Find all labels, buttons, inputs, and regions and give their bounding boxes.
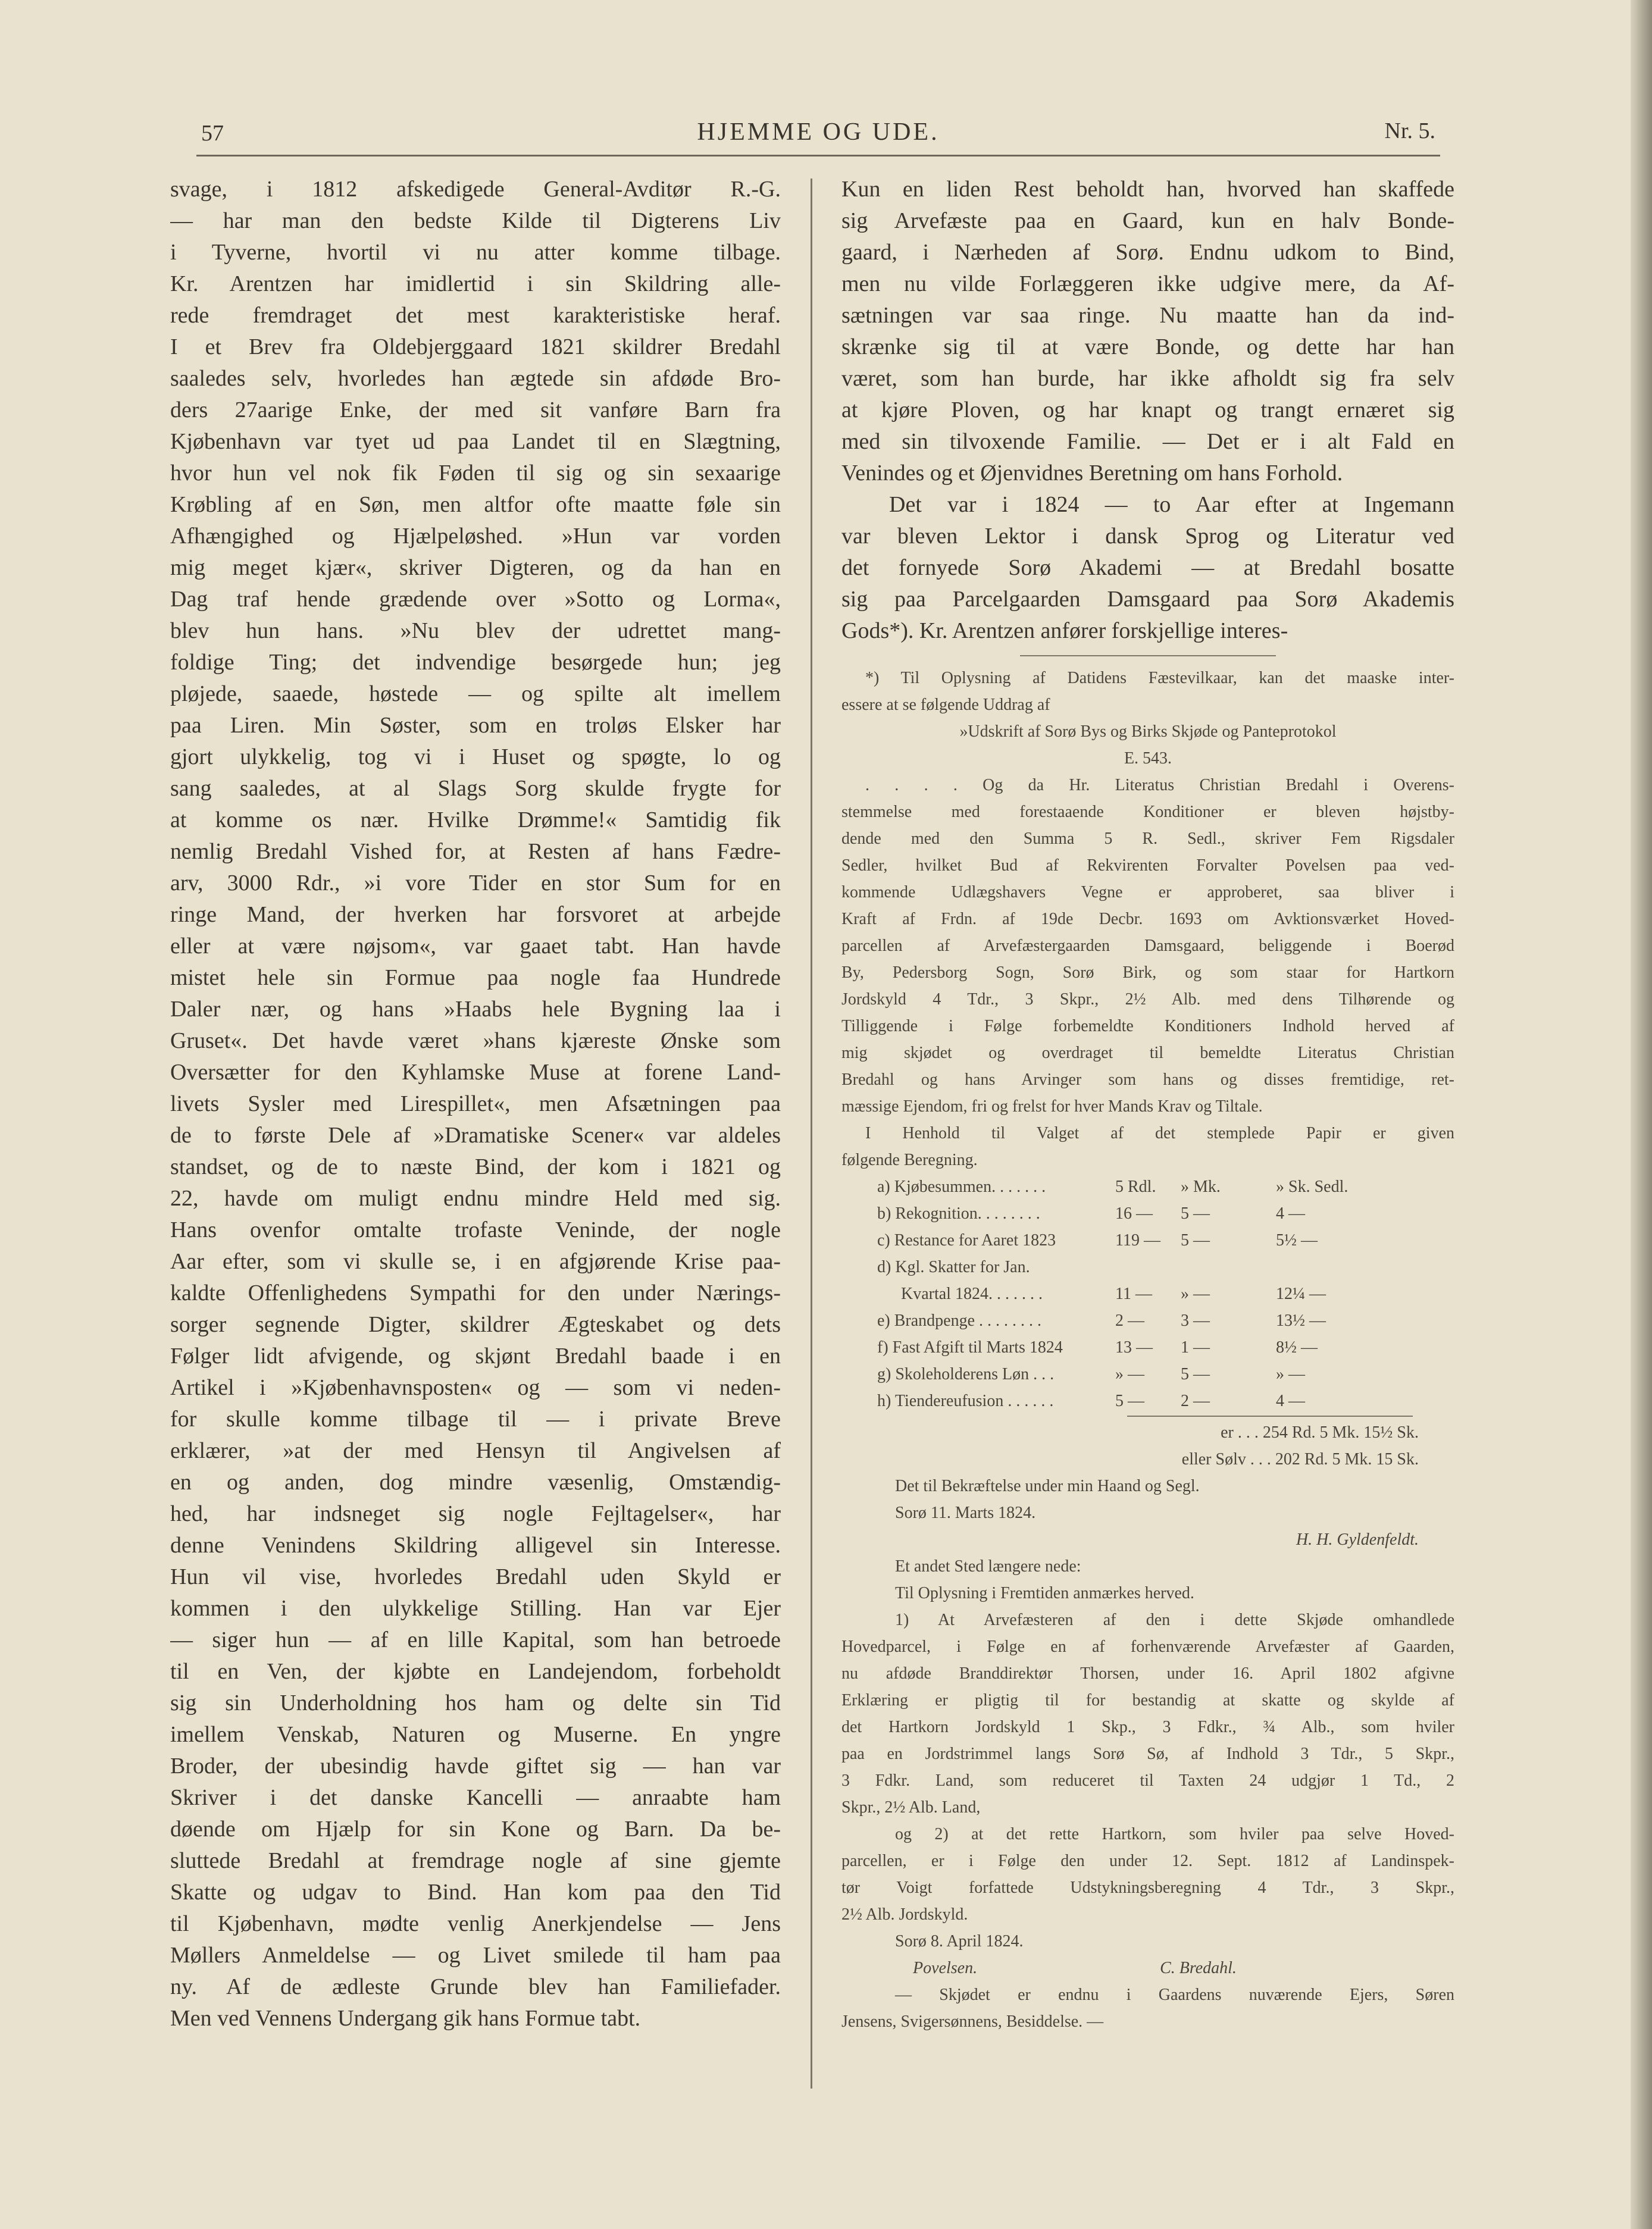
footnote-line: . . . . Og da Hr. Literatus Christian Bredahl i Overens- (865, 776, 1454, 794)
account-row (841, 1173, 1454, 1200)
account-rigsdaler: 5 Rdl. (1115, 1178, 1156, 1196)
account-row (841, 1200, 1454, 1227)
left-text-line: mig meget kjær«, skriver Digteren, og da han en (170, 555, 781, 580)
left-text-line: rede fremdraget det mest karakteristiske heraf. (170, 303, 781, 328)
footnote-line: Jensens, Svigersønnens, Besiddelse. — (841, 2012, 1104, 2031)
left-text-line: Daler nær, og hans »Haabs hele Bygning laa i (170, 997, 781, 1022)
left-text-line: — siger hun — af en lille Kapital, som han betroede (170, 1627, 781, 1652)
account-mark: 2 — (1181, 1392, 1210, 1410)
left-text-line: denne Venindens Skildring alligevel sin Interesse. (170, 1533, 781, 1558)
left-text-line: sorger segnende Digter, skildrer Ægteskabet og dets (170, 1312, 781, 1337)
right-text-line: Gods*). Kr. Arentzen anfører forskjellige interes- (841, 618, 1288, 643)
footnote-line: Sedler, hvilket Bud af Rekvirenten Forvalter Povelsen paa ved- (841, 856, 1454, 875)
footnote-line: kommende Udlægshavers Vegne er approberet, saa bliver i (841, 883, 1454, 901)
left-text-line: Dag traf hende grædende over »Sotto og Lorma«, (170, 587, 781, 612)
footnote-line: 3 Fdkr. Land, som reduceret til Taxten 24 udgjør 1 Td., 2 (841, 1771, 1454, 1790)
footnote-line: Kraft af Frdn. af 19de Decbr. 1693 om Avktionsværket Hoved- (841, 910, 1454, 928)
right-text-line: sætningen var saa ringe. Nu maatte han da ind- (841, 303, 1454, 328)
left-text-line: Kjøbenhavn var tyet ud paa Landet til en Slægtning, (170, 429, 781, 454)
account-skilling: 5½ — (1276, 1231, 1318, 1250)
account-mark: 5 — (1181, 1204, 1210, 1223)
footnote-line: I Henhold til Valget af det stemplede Papir er given (865, 1124, 1454, 1142)
footnote-line: 1) At Arvefæsteren af den i dette Skjøde omhandlede (895, 1611, 1454, 1629)
footnote-line: Bredahl og hans Arvinger som hans og disses fremtidige, ret- (841, 1070, 1454, 1089)
account-skilling: 12¼ — (1276, 1285, 1326, 1303)
page-header (196, 113, 1440, 156)
right-text-line: været, som han burde, har ikke afholdt sig fra selv (841, 366, 1454, 391)
footnote-later-note (841, 1553, 1454, 1955)
account-rigsdaler: 119 — (1115, 1231, 1160, 1250)
footnote-line: parcellen af Arvefæstergaarden Damsgaard, beliggende i Boerød (841, 937, 1454, 955)
right-text-line: at kjøre Ploven, og har knapt og trangt ernæret sig (841, 397, 1454, 422)
footnote-line: parcellen, er i Følge den under 12. Sept. 1812 af Landinspek- (841, 1852, 1454, 1870)
signature-row (841, 1955, 1454, 1981)
account-skilling: 4 — (1276, 1204, 1305, 1223)
left-text-line: pløjede, saaede, høstede — og spilte alt imellem (170, 681, 781, 706)
left-text-line: imellem Venskab, Naturen og Muserne. En yngre (170, 1722, 781, 1747)
footnote-line: stemmelse med forestaaende Konditioner er bleven højstby- (841, 803, 1454, 821)
left-text-line: Kr. Arentzen har imidlertid i sin Skildring alle- (170, 271, 781, 296)
footnote-line: tør Voigt forfattede Udstykningsberegning 4 Tdr., 3 Skpr., (841, 1879, 1454, 1897)
right-text-line: med sin tilvoxende Familie. — Det er i alt Fald en (841, 429, 1454, 454)
left-text-line: Broder, der ubesindig havde giftet sig — han var (170, 1754, 781, 1779)
footnote-line: *) Til Oplysning af Datidens Fæstevilkaar, kan det maaske inter- (865, 669, 1454, 687)
left-text-line: Artikel i »Kjøbenhavnsposten« og — som vi neden- (170, 1375, 781, 1400)
account-skilling: 8½ — (1276, 1338, 1318, 1357)
account-row (841, 1227, 1454, 1254)
left-text-line: hvor hun vel nok fik Føden til sig og sin sexaarige (170, 461, 781, 486)
right-column-body (841, 174, 1454, 647)
right-text-line: gaard, i Nærheden af Sorø. Endnu udkom to Bind, (841, 240, 1454, 265)
footnote-line: Tilliggende i Følge forbemeldte Konditioners Indhold herved af (841, 1017, 1454, 1035)
account-rigsdaler: » — (1115, 1365, 1144, 1383)
left-text-line: — har man den bedste Kilde til Digterens Liv (170, 208, 781, 233)
account-label: Kvartal 1824. . . . . . . (901, 1285, 1043, 1303)
account-label: g) Skoleholderens Løn . . . (877, 1365, 1055, 1383)
left-text-line: Hans ovenfor omtalte trofaste Veninde, der nogle (170, 1217, 781, 1242)
right-column (841, 174, 1454, 2137)
footnote-line: 2½ Alb. Jordskyld. (841, 1905, 968, 1924)
left-text-line: I et Brev fra Oldebjerggaard 1821 skildrer Bredahl (170, 334, 781, 359)
confirmation-line: Det til Bekræftelse under min Haand og Segl. (895, 1477, 1200, 1495)
left-text-line: eller at være nøjsom«, var gaaet tabt. Han havde (170, 934, 781, 959)
footnote-line: »Udskrift af Sorø Bys og Birks Skjøde og Panteprotokol (959, 722, 1337, 741)
left-text-line: ringe Mand, der hverken har forsvoret at arbejde (170, 902, 781, 927)
left-text-line: 22, havde om muligt endnu mindre Held med sig. (170, 1186, 781, 1211)
account-rigsdaler: 2 — (1115, 1311, 1144, 1330)
account-skilling: » Sk. Sedl. (1276, 1178, 1348, 1196)
footnote-line: E. 543. (1124, 749, 1172, 768)
left-text-line: Afhængighed og Hjælpeløshed. »Hun var vorden (170, 524, 781, 549)
left-text-line: at komme os nær. Hvilke Drømme!« Samtidig fik (170, 807, 781, 832)
account-mark: 5 — (1181, 1231, 1210, 1250)
footnote-line: mig skjødet og overdraget til bemeldte Literatus Christian (841, 1044, 1454, 1062)
left-text-line: kaldte Offenlighedens Sympathi for den under Nærings- (170, 1281, 781, 1306)
right-text-line: men nu vilde Forlæggeren ikke udgive mere, da Af- (841, 271, 1454, 296)
footnote-line: nu afdøde Branddirektør Thorsen, under 16. April 1802 afgivne (841, 1664, 1454, 1683)
account-rigsdaler: 11 — (1115, 1285, 1152, 1303)
account-label: f) Fast Afgift til Marts 1824 (877, 1338, 1063, 1357)
account-rigsdaler: 13 — (1115, 1338, 1153, 1357)
footnote-line: og 2) at det rette Hartkorn, som hviler paa selve Hoved- (895, 1825, 1454, 1843)
page-number: 57 (201, 121, 224, 146)
right-text-line: Venindes og et Øjenvidnes Beretning om hans Forhold. (841, 461, 1343, 486)
column-divider (811, 179, 812, 2089)
account-skilling: 4 — (1276, 1392, 1305, 1410)
account-row (841, 1388, 1454, 1414)
account-skilling: » — (1276, 1365, 1305, 1383)
left-text-line: foldige Ting; det indvendige besørgede hun; jeg (170, 650, 781, 675)
left-text-line: ders 27aarige Enke, der med sit vanføre Barn fra (170, 397, 781, 422)
publication-title: HJEMME OG UDE. (697, 118, 940, 146)
left-text-line: døende om Hjælp for sin Kone og Barn. Da be- (170, 1817, 781, 1842)
account-row (841, 1281, 1454, 1307)
right-text-line: Det var i 1824 — to Aar efter at Ingemann (889, 492, 1454, 517)
account-label: h) Tiendereufusion . . . . . . (877, 1392, 1054, 1410)
left-text-line: Gruset«. Det havde været »hans kjæreste Ønske som (170, 1028, 781, 1053)
account-rigsdaler (1115, 1254, 1181, 1281)
right-text-line: sig paa Parcelgaarden Damsgaard paa Sorø Akademis (841, 587, 1454, 612)
account-mark: 5 — (1181, 1365, 1210, 1383)
account-label: b) Rekognition. . . . . . . . (877, 1204, 1040, 1223)
footnote-line: — Skjødet er endnu i Gaardens nuværende Ejers, Søren (895, 1986, 1454, 2004)
footnote-line: Jordskyld 4 Tdr., 3 Skpr., 2½ Alb. med dens Tilhørende og (841, 990, 1454, 1009)
footnote-line: Et andet Sted længere nede: (895, 1557, 1081, 1576)
left-text-line: Følger lidt afvigende, og skjønt Bredahl baade i en (170, 1344, 781, 1369)
left-text-line: Skatte og udgav to Bind. Han kom paa den Tid (170, 1880, 781, 1905)
left-text-line: i Tyverne, hvortil vi nu atter komme tilbage. (170, 240, 781, 265)
left-text-line: Hun vil vise, hvorledes Bredahl uden Skyld er (170, 1564, 781, 1589)
right-text-line: var bleven Lektor i dansk Sprog og Literatur ved (841, 524, 1454, 549)
footnote-closing (841, 1981, 1454, 2035)
account-table (841, 1173, 1454, 1414)
account-row (841, 1307, 1454, 1334)
account-mark: 1 — (1181, 1338, 1210, 1357)
account-row (841, 1334, 1454, 1361)
issue-number: Nr. 5. (1384, 118, 1435, 143)
right-text-line: sig Arvefæste paa en Gaard, kun en halv Bonde- (841, 208, 1454, 233)
account-label: a) Kjøbesummen. . . . . . . (877, 1178, 1046, 1196)
left-text-line: svage, i 1812 afskedigede General-Avditør R.-G. (170, 177, 781, 202)
total-solv: eller Sølv . . . 202 Rd. 5 Mk. 15 Sk. (1181, 1450, 1419, 1469)
right-text-line: Kun en liden Rest beholdt han, hvorved han skaffede (841, 177, 1454, 202)
account-skilling: 13½ — (1276, 1311, 1326, 1330)
footnote-line: det Hartkorn Jordskyld 1 Skp., 3 Fdkr., ¾ Alb., som hviler (841, 1718, 1454, 1736)
left-text-line: standset, og de to næste Bind, der kom i 1821 og (170, 1154, 781, 1179)
left-text-line: mistet hele sin Formue paa nogle faa Hundrede (170, 965, 781, 990)
footnote-line: Til Oplysning i Fremtiden anmærkes herved. (895, 1584, 1194, 1602)
left-text-line: en og anden, dog mindre væsenlig, Omstændig- (170, 1470, 781, 1495)
footnote-line: Sorø 8. April 1824. (895, 1932, 1024, 1951)
account-label: e) Brandpenge . . . . . . . . (877, 1311, 1042, 1330)
footnote-line: mæssige Ejendom, fri og frelst for hver Mands Krav og Tiltale. (841, 1097, 1263, 1116)
left-text-line: for skulle komme tilbage til — i private Breve (170, 1407, 781, 1432)
left-text-line: til Kjøbenhavn, mødte venlig Anerkjendelse — Jens (170, 1911, 781, 1936)
footnote-line: Erklæring er pligtig til for bestandig at skatte og skylde af (841, 1691, 1454, 1710)
account-mark: » — (1181, 1285, 1210, 1303)
left-text-line: paa Liren. Min Søster, som en troløs Elsker har (170, 713, 781, 738)
account-label: d) Kgl. Skatter for Jan. (877, 1258, 1030, 1276)
left-text-line: blev hun hans. »Nu blev der udrettet mang- (170, 618, 781, 643)
left-text-line: gjort ulykkelig, tog vi i Huset og spøgte, lo og (170, 744, 781, 769)
left-text-line: kommen i den ulykkelige Stilling. Han var Ejer (170, 1596, 781, 1621)
account-row (841, 1361, 1454, 1388)
left-text-line: Krøbling af en Søn, men altfor ofte maatte føle sin (170, 492, 781, 517)
left-text-line: Aar efter, som vi skulle se, i en afgjørende Krise paa- (170, 1249, 781, 1274)
left-text-line: sig sin Underholdning hos ham og delte sin Tid (170, 1690, 781, 1715)
left-text-line: ny. Af de ædleste Grunde blev han Familiefader. (170, 1974, 781, 1999)
left-text-line: sluttede Bredahl at fremdrage nogle af sine gjemte (170, 1848, 781, 1873)
left-text-line: Oversætter for den Kyhlamske Muse at forene Land- (170, 1060, 781, 1085)
account-skilling (1276, 1254, 1371, 1281)
footnote-line: By, Pedersborg Sogn, Sorø Birk, og som staar for Hartkorn (841, 963, 1454, 982)
signature-povelsen: Povelsen. (913, 1959, 978, 1977)
total-sedler: er . . . 254 Rd. 5 Mk. 15½ Sk. (1221, 1423, 1419, 1442)
footnote-rule (1020, 655, 1276, 656)
signature-bredahl: C. Bredahl. (1160, 1959, 1237, 1977)
left-text-line: sang saaledes, at al Slags Sorg skulde frygte for (170, 776, 781, 801)
left-text-line: til en Ven, der kjøbte en Landejendom, forbeholdt (170, 1659, 781, 1684)
right-text-line: skrænke sig til at være Bonde, og dette har han (841, 334, 1454, 359)
signature-gyldenfeldt: H. H. Gyldenfeldt. (1296, 1530, 1419, 1549)
account-mark (1181, 1254, 1276, 1281)
left-text-line: nemlig Bredahl Vished for, at Resten af hans Fædre- (170, 839, 781, 864)
footnote-line: essere at se følgende Uddrag af (841, 696, 1050, 714)
account-mark: 3 — (1181, 1311, 1210, 1330)
account-mark: » Mk. (1181, 1178, 1221, 1196)
left-text-line: Men ved Vennens Undergang gik hans Formue tabt. (170, 2006, 641, 2031)
footnote-line: dende med den Summa 5 R. Sedl., skriver Fem Rigsdaler (841, 829, 1454, 848)
account-rigsdaler: 5 — (1115, 1392, 1144, 1410)
footnote-line: Skpr., 2½ Alb. Land, (841, 1798, 981, 1817)
left-text-line: erklærer, »at der med Hensyn til Angivelsen af (170, 1438, 781, 1463)
footnote-line: følgende Beregning. (841, 1151, 978, 1169)
left-text-line: livets Sysler med Lirespillet«, men Afsætningen paa (170, 1091, 781, 1116)
footnote-line: paa en Jordstrimmel langs Sorø Sø, af Indhold 3 Tdr., 5 Skpr., (841, 1745, 1454, 1763)
date-line-1: Sorø 11. Marts 1824. (895, 1504, 1036, 1522)
left-text-line: saaledes selv, hvorledes han ægtede sin afdøde Bro- (170, 366, 781, 391)
footnote-line: Hovedparcel, i Følge en af forhenværende Arvefæster af Gaarden, (841, 1638, 1454, 1656)
footnote-deed-extract (841, 665, 1454, 1173)
account-row (841, 1254, 1454, 1281)
left-text-line: arv, 3000 Rdr., »i vore Tider en stor Sum for en (170, 871, 781, 896)
left-text-line: Møllers Anmeldelse — og Livet smilede til ham paa (170, 1943, 781, 1968)
page-edge (1631, 0, 1652, 2229)
left-text-line: de to første Dele af »Dramatiske Scener« var aldeles (170, 1123, 781, 1148)
sum-rule (1127, 1416, 1413, 1417)
left-text-line: Skriver i det danske Kancelli — anraabte ham (170, 1785, 781, 1810)
left-text-line: hed, har indsneget sig nogle Fejltagelser«, har (170, 1501, 781, 1526)
account-rigsdaler: 16 — (1115, 1204, 1153, 1223)
account-label: c) Restance for Aaret 1823 (877, 1231, 1056, 1250)
right-text-line: det fornyede Sorø Akademi — at Bredahl bosatte (841, 555, 1454, 580)
left-column (170, 174, 781, 2137)
